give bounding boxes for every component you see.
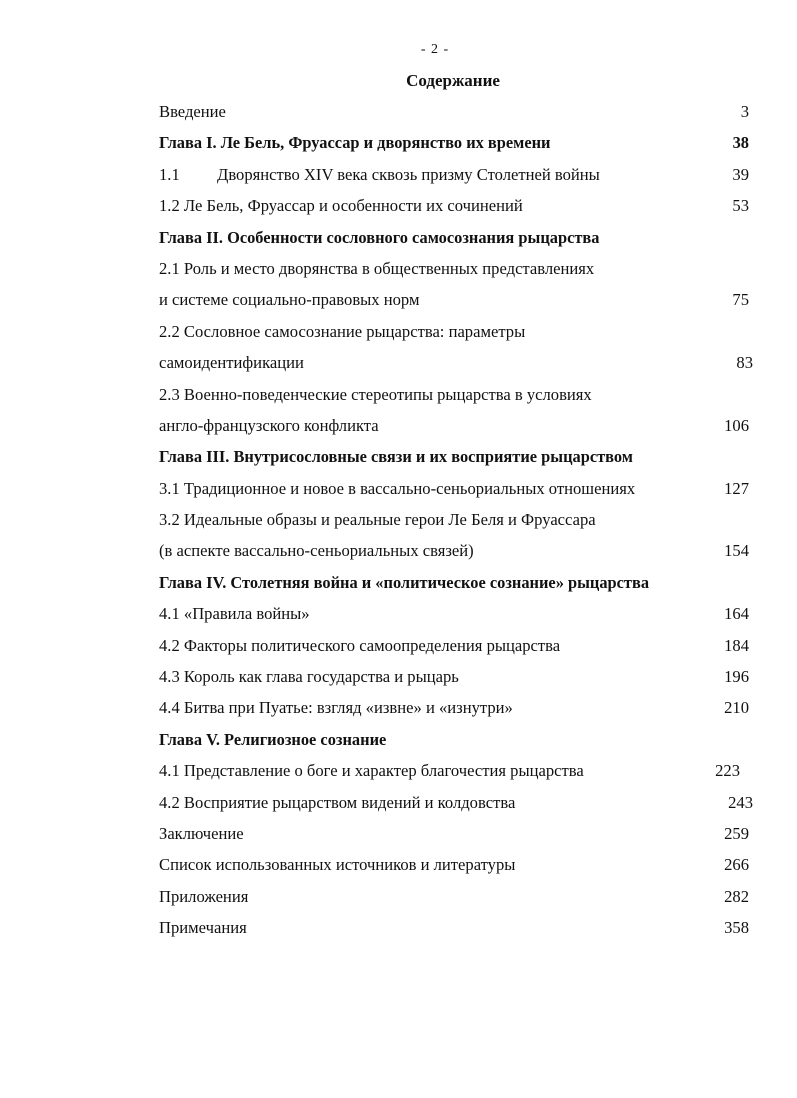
toc-entry-row	[159, 347, 753, 378]
toc-entry-row	[159, 787, 753, 818]
toc-entry-text: Глава V. Религиозное сознание	[159, 729, 387, 749]
toc-entry-text: 4.4 Битва при Пуатье: взгляд «извне» и «изнутри»	[159, 698, 513, 718]
toc-entry-row	[159, 190, 749, 221]
toc-entry-text: 4.3 Король как глава государства и рыцарь	[159, 667, 459, 687]
toc-entry-row	[159, 96, 749, 127]
toc-section-number: 1.1	[159, 164, 180, 184]
toc-chapter-row	[159, 127, 749, 158]
toc-entry-text: Глава I. Ле Бель, Фруассар и дворянство их времени	[159, 133, 551, 153]
page-number: - 2 -	[420, 42, 450, 57]
toc-entry-text: Введение	[159, 102, 226, 121]
toc-page-number: 358	[724, 918, 749, 938]
toc-entry-text: Глава III. Внутрисословные связи и их восприятие рыцарством	[159, 447, 633, 467]
toc-chapter-row	[159, 567, 749, 598]
toc-chapter-row	[159, 724, 749, 755]
toc-entry-row	[159, 379, 749, 410]
toc-entry-row	[159, 598, 749, 629]
toc-page-number: 83	[736, 353, 753, 373]
toc-entry-text: Глава IV. Столетняя война и «политическое сознание» рыцарства	[159, 572, 650, 592]
toc-entry-row	[159, 504, 749, 535]
toc-page-number: 184	[724, 635, 749, 655]
table-of-contents	[159, 96, 753, 944]
toc-page-number: 75	[732, 290, 749, 310]
toc-page-number: 53	[732, 196, 749, 216]
toc-entry-text: Глава II. Особенности сословного самосознания рыцарства	[159, 227, 600, 247]
toc-entry-text: 4.2 Восприятие рыцарством видений и колдовства	[159, 792, 516, 812]
toc-entry-text: (в аспекте вассально-сеньориальных связей)	[159, 541, 474, 561]
toc-page-number: 282	[724, 886, 749, 906]
toc-entry-text: Заключение	[159, 823, 244, 843]
toc-entry-row	[159, 410, 749, 441]
toc-entry-text: 2.3 Военно-поведенческие стереотипы рыцарства в условиях	[159, 384, 592, 404]
toc-entry-row	[159, 849, 749, 880]
toc-page-number: 243	[728, 792, 753, 812]
toc-entry-text: англо-французского конфликта	[159, 415, 379, 435]
toc-entry-text: самоидентификации	[159, 353, 304, 373]
toc-entry-text: и системе социально-правовых норм	[159, 290, 420, 310]
toc-entry-row	[159, 535, 749, 566]
toc-entry-row	[159, 692, 749, 723]
toc-chapter-row	[159, 222, 749, 253]
toc-entry-text: 4.1 Представление о боге и характер благочестия рыцарства	[159, 761, 584, 781]
toc-entry-row	[159, 630, 749, 661]
toc-page-number: 106	[724, 415, 749, 435]
toc-page-number: 259	[724, 823, 749, 843]
toc-entry-row	[159, 912, 749, 943]
toc-entry-row	[159, 881, 749, 912]
toc-entry-row	[159, 755, 749, 786]
toc-chapter-row	[159, 441, 749, 472]
toc-page-number: 223	[715, 761, 740, 781]
toc-page-number: 3	[740, 102, 749, 121]
toc-entry-text: 3.1 Традиционное и новое в вассально-сеньориальных отношениях	[159, 478, 636, 498]
toc-entry-row	[159, 316, 749, 347]
toc-entry-text: Список использованных источников и литературы	[159, 855, 516, 875]
toc-page-number: 127	[724, 478, 749, 498]
toc-entry-text: 4.2 Факторы политического самоопределения рыцарства	[159, 635, 561, 655]
toc-entry-row	[159, 473, 749, 504]
toc-title: Содержание	[406, 71, 500, 90]
toc-entry-text: Приложения	[159, 886, 249, 906]
toc-entry-text: 2.2 Сословное самосознание рыцарства: параметры	[159, 321, 526, 341]
toc-entry-text: Дворянство XIV века сквозь призму Столетней войны	[217, 164, 600, 184]
toc-page-number: 210	[724, 698, 749, 718]
toc-page-number: 266	[724, 855, 749, 875]
toc-page-number: 164	[724, 604, 749, 624]
toc-entry-text: Примечания	[159, 918, 247, 938]
toc-entry-text: 2.1 Роль и место дворянства в общественных представлениях	[159, 258, 595, 278]
toc-entry-row	[159, 661, 749, 692]
toc-entry-row	[159, 253, 749, 284]
toc-page-number: 154	[724, 541, 749, 561]
toc-page-number: 196	[724, 667, 749, 687]
toc-entry-row	[159, 159, 749, 190]
toc-entry-row	[159, 818, 749, 849]
toc-entry-text: 4.1 «Правила войны»	[159, 604, 310, 624]
toc-entry-text: 1.2 Ле Бель, Фруассар и особенности их сочинений	[159, 196, 523, 216]
toc-page-number: 38	[732, 133, 749, 153]
toc-entry-text: 3.2 Идеальные образы и реальные герои Ле Беля и Фруассара	[159, 510, 596, 530]
toc-page-number: 39	[732, 164, 749, 184]
toc-entry-row	[159, 284, 749, 315]
